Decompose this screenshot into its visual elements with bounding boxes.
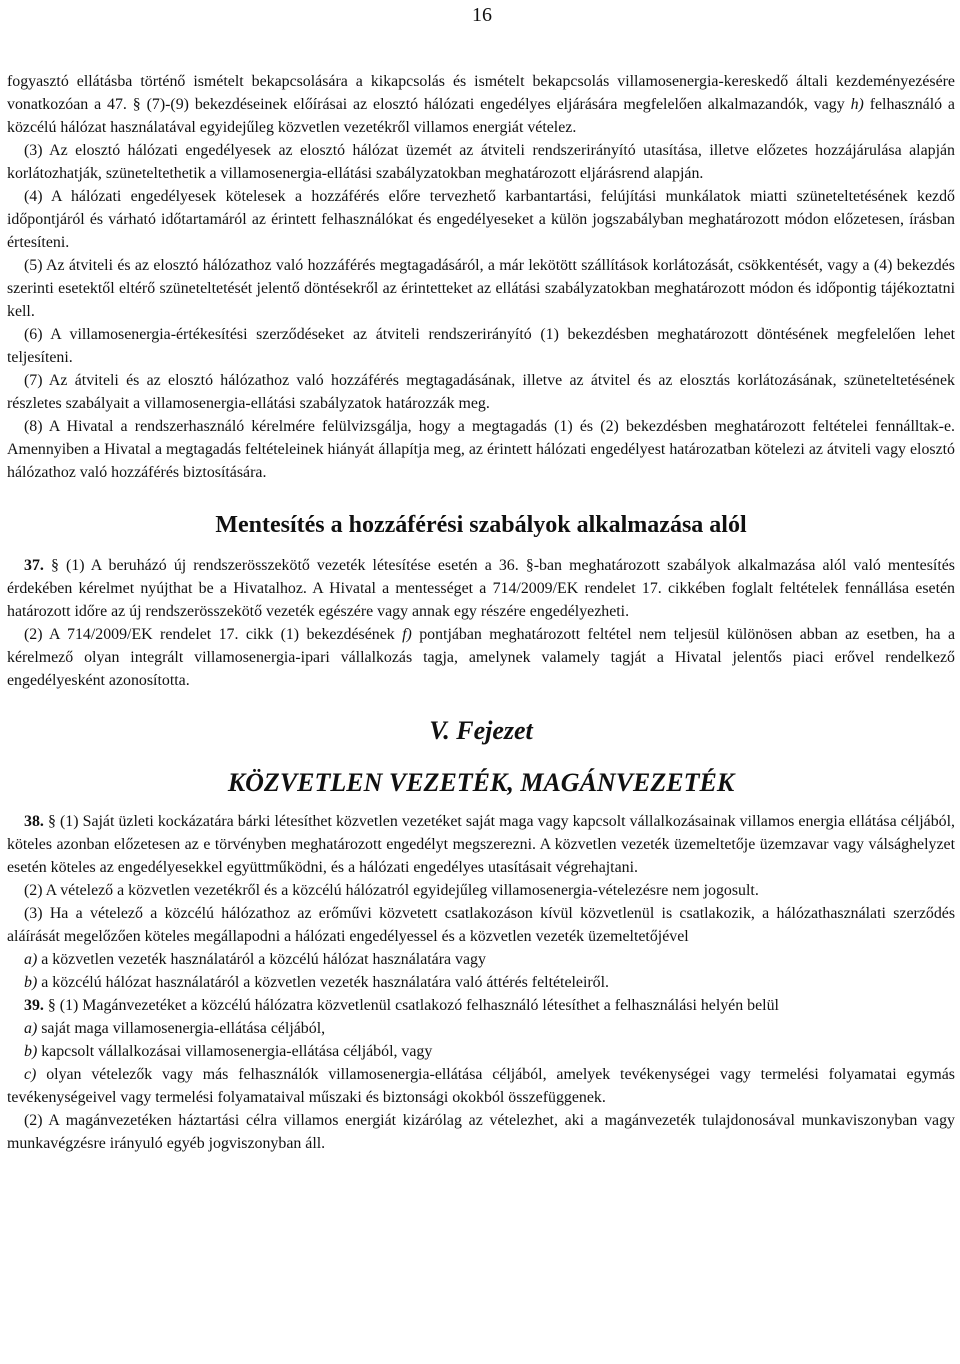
paragraph: (7) Az átviteli és az elosztó hálózathoz való hozzáférés megtagadásának, illetve az átvitel és az elosztás korlátozásának, szüneteltetésének részletes szabályait a villamosenergia-ellátási szabályzatok határozzák meg.	[7, 372, 955, 412]
list-item: a) saját maga villamosenergia-ellátása céljából,	[24, 1020, 326, 1037]
chapter-heading: V. Fejezet	[429, 716, 533, 745]
paragraph: fogyasztó ellátásba történő ismételt bekapcsolására a kikapcsolás és ismételt bekapcsolás villamosenergia-kereskedő általi kezdeményezésére vonatkozóan a 47. § (7)-(9) bekezdéseinek előírásai az elosztó hálózati engedélyes eljárására megfelelően alkalmazandók, vagy h) felhasználó a közcélú hálózat használatával egyidejűleg közvetlen vezetékről villamos energiát vételez.	[7, 73, 955, 136]
paragraph: (6) A villamosenergia-értékesítési szerződéseket az átviteli rendszerirányító (1) bekezdésben meghatározott döntésének megfelelően lehet teljesíteni.	[7, 326, 955, 366]
page-number: 16	[472, 4, 492, 26]
list-item: c) olyan vételezők vagy más felhasználók villamosenergia-ellátása céljából, amelyek tevékenységei vagy termelési folyamatai egymás tevékenységeivel vagy termelési folyamataival műszaki és biztonsági okokból összefüggenek.	[7, 1066, 955, 1106]
section-heading: Mentesítés a hozzáférési szabályok alkalmazása alól	[215, 512, 747, 538]
paragraph: 39. § (1) Magánvezetéket a közcélú hálózatra közvetlenül csatlakozó felhasználó létesíthet a felhasználási helyén belül	[24, 997, 779, 1014]
paragraph: (2) A vételező a közvetlen vezetékről és a közcélú hálózatról egyidejűleg villamosenergia-vételezésre nem jogosult.	[24, 882, 759, 899]
paragraph: (8) A Hivatal a rendszerhasználó kérelmére felülvizsgálja, hogy a megtagadás (1) és (2) bekezdésben meghatározott feltételei fennálltak-e. Amennyiben a Hivatal a megtagadás feltételeinek hiányát állapítja meg, az érintett hálózati engedélyest határozatban kötelezi az átviteli vagy elosztó hálózathoz való hozzáférés biztosítására.	[7, 418, 955, 481]
paragraph: (2) A 714/2009/EK rendelet 17. cikk (1) bekezdésének f) pontjában meghatározott feltétel nem teljesül különösen abban az esetben, ha a kérelmező olyan integrált villamosenergia-ipari vállalkozás tagja, amelynek valamely tagját a Hivatal jelentős piaci erővel rendelkező engedélyesként azonosította.	[7, 626, 956, 689]
list-item: b) a közcélú hálózat használatáról a közvetlen vezeték használatára való áttérés feltételeiről.	[24, 974, 610, 991]
list-item: b) kapcsolt vállalkozásai villamosenergia-ellátása céljából, vagy	[24, 1043, 433, 1060]
paragraph: (3) Ha a vételező a közcélú hálózathoz az erőművi közvetett csatlakozáson kívül közvetlenül is csatlakozik, a hálózathasználati szerződés aláírását megelőzően köteles megállapodni a hálózati engedélyessel és a közvetlen vezeték üzemeltetőjével	[7, 905, 955, 945]
paragraph: 37. § (1) A beruházó új rendszerösszekötő vezeték létesítése esetén a 36. §-ban meghatározott szabályok alkalmazása alól való mentesítés érdekében kérelmet nyújthat be a Hivatalhoz. A Hivatal a mentességet a 714/2009/EK rendelet 17. cikkében foglalt feltételek fennállása esetén határozott időre az új rendszerösszekötő vezeték egészére vagy annak egy részére engedélyezheti.	[7, 557, 955, 620]
section-number: 38.	[24, 813, 44, 830]
paragraph: (5) Az átviteli és az elosztó hálózathoz való hozzáférés megtagadásáról, a már lekötött szállítások korlátozását, csökkentését, vagy a (4) bekezdés szerinti esetektől eltérő szüneteltetését jelentő döntésekről az érintetteket az ellátási szabályzatokban meghatározott módon és időpontig tájékoztatni kell.	[7, 257, 955, 320]
paragraph: (4) A hálózati engedélyesek kötelesek a hozzáférés előre tervezhető karbantartási, felújítási munkálatok miatti szüneteltetésének kezdő időpontjáról és várható időtartamáról az érintett felhasználókat és engedélyeseket a külön jogszabályban meghatározott módon előzetesen, írásban értesíteni.	[7, 188, 955, 251]
chapter-title: KÖZVETLEN VEZETÉK, MAGÁNVEZETÉK	[227, 768, 735, 797]
list-item: a) a közvetlen vezeték használatáról a közcélú hálózat használatára vagy	[24, 951, 486, 968]
document-body	[7, 70, 955, 1155]
paragraph: 38. § (1) Saját üzleti kockázatára bárki létesíthet közvetlen vezetéket saját maga vagy kapcsolt vállalkozásainak villamos energia ellátása céljából, köteles azonban előzetesen az e törvényben meghatározott engedélyt megszerezni. A közvetlen vezeték üzemeltetője üzemzavar vagy válsághelyzet esetén köteles az engedélyesekkel együttműködni, és a hálózati engedélyes utasításait végrehajtani.	[7, 813, 955, 876]
paragraph: (2) A magánvezetéken háztartási célra villamos energiát kizárólag az vételezhet, aki a magánvezeték tulajdonosával munkaviszonyban vagy munkavégzésre irányuló egyéb jogviszonyban áll.	[7, 1112, 955, 1152]
section-number: 39.	[24, 997, 44, 1014]
section-number: 37.	[24, 557, 44, 574]
paragraph: (3) Az elosztó hálózati engedélyesek az elosztó hálózat üzemét az átviteli rendszerirányító utasítása, illetve előzetes hozzájárulása alapján korlátozhatják, szüneteltethetik a villamosenergia-ellátási szabályzatokban meghatározott eljárásrend alapján.	[7, 142, 955, 182]
